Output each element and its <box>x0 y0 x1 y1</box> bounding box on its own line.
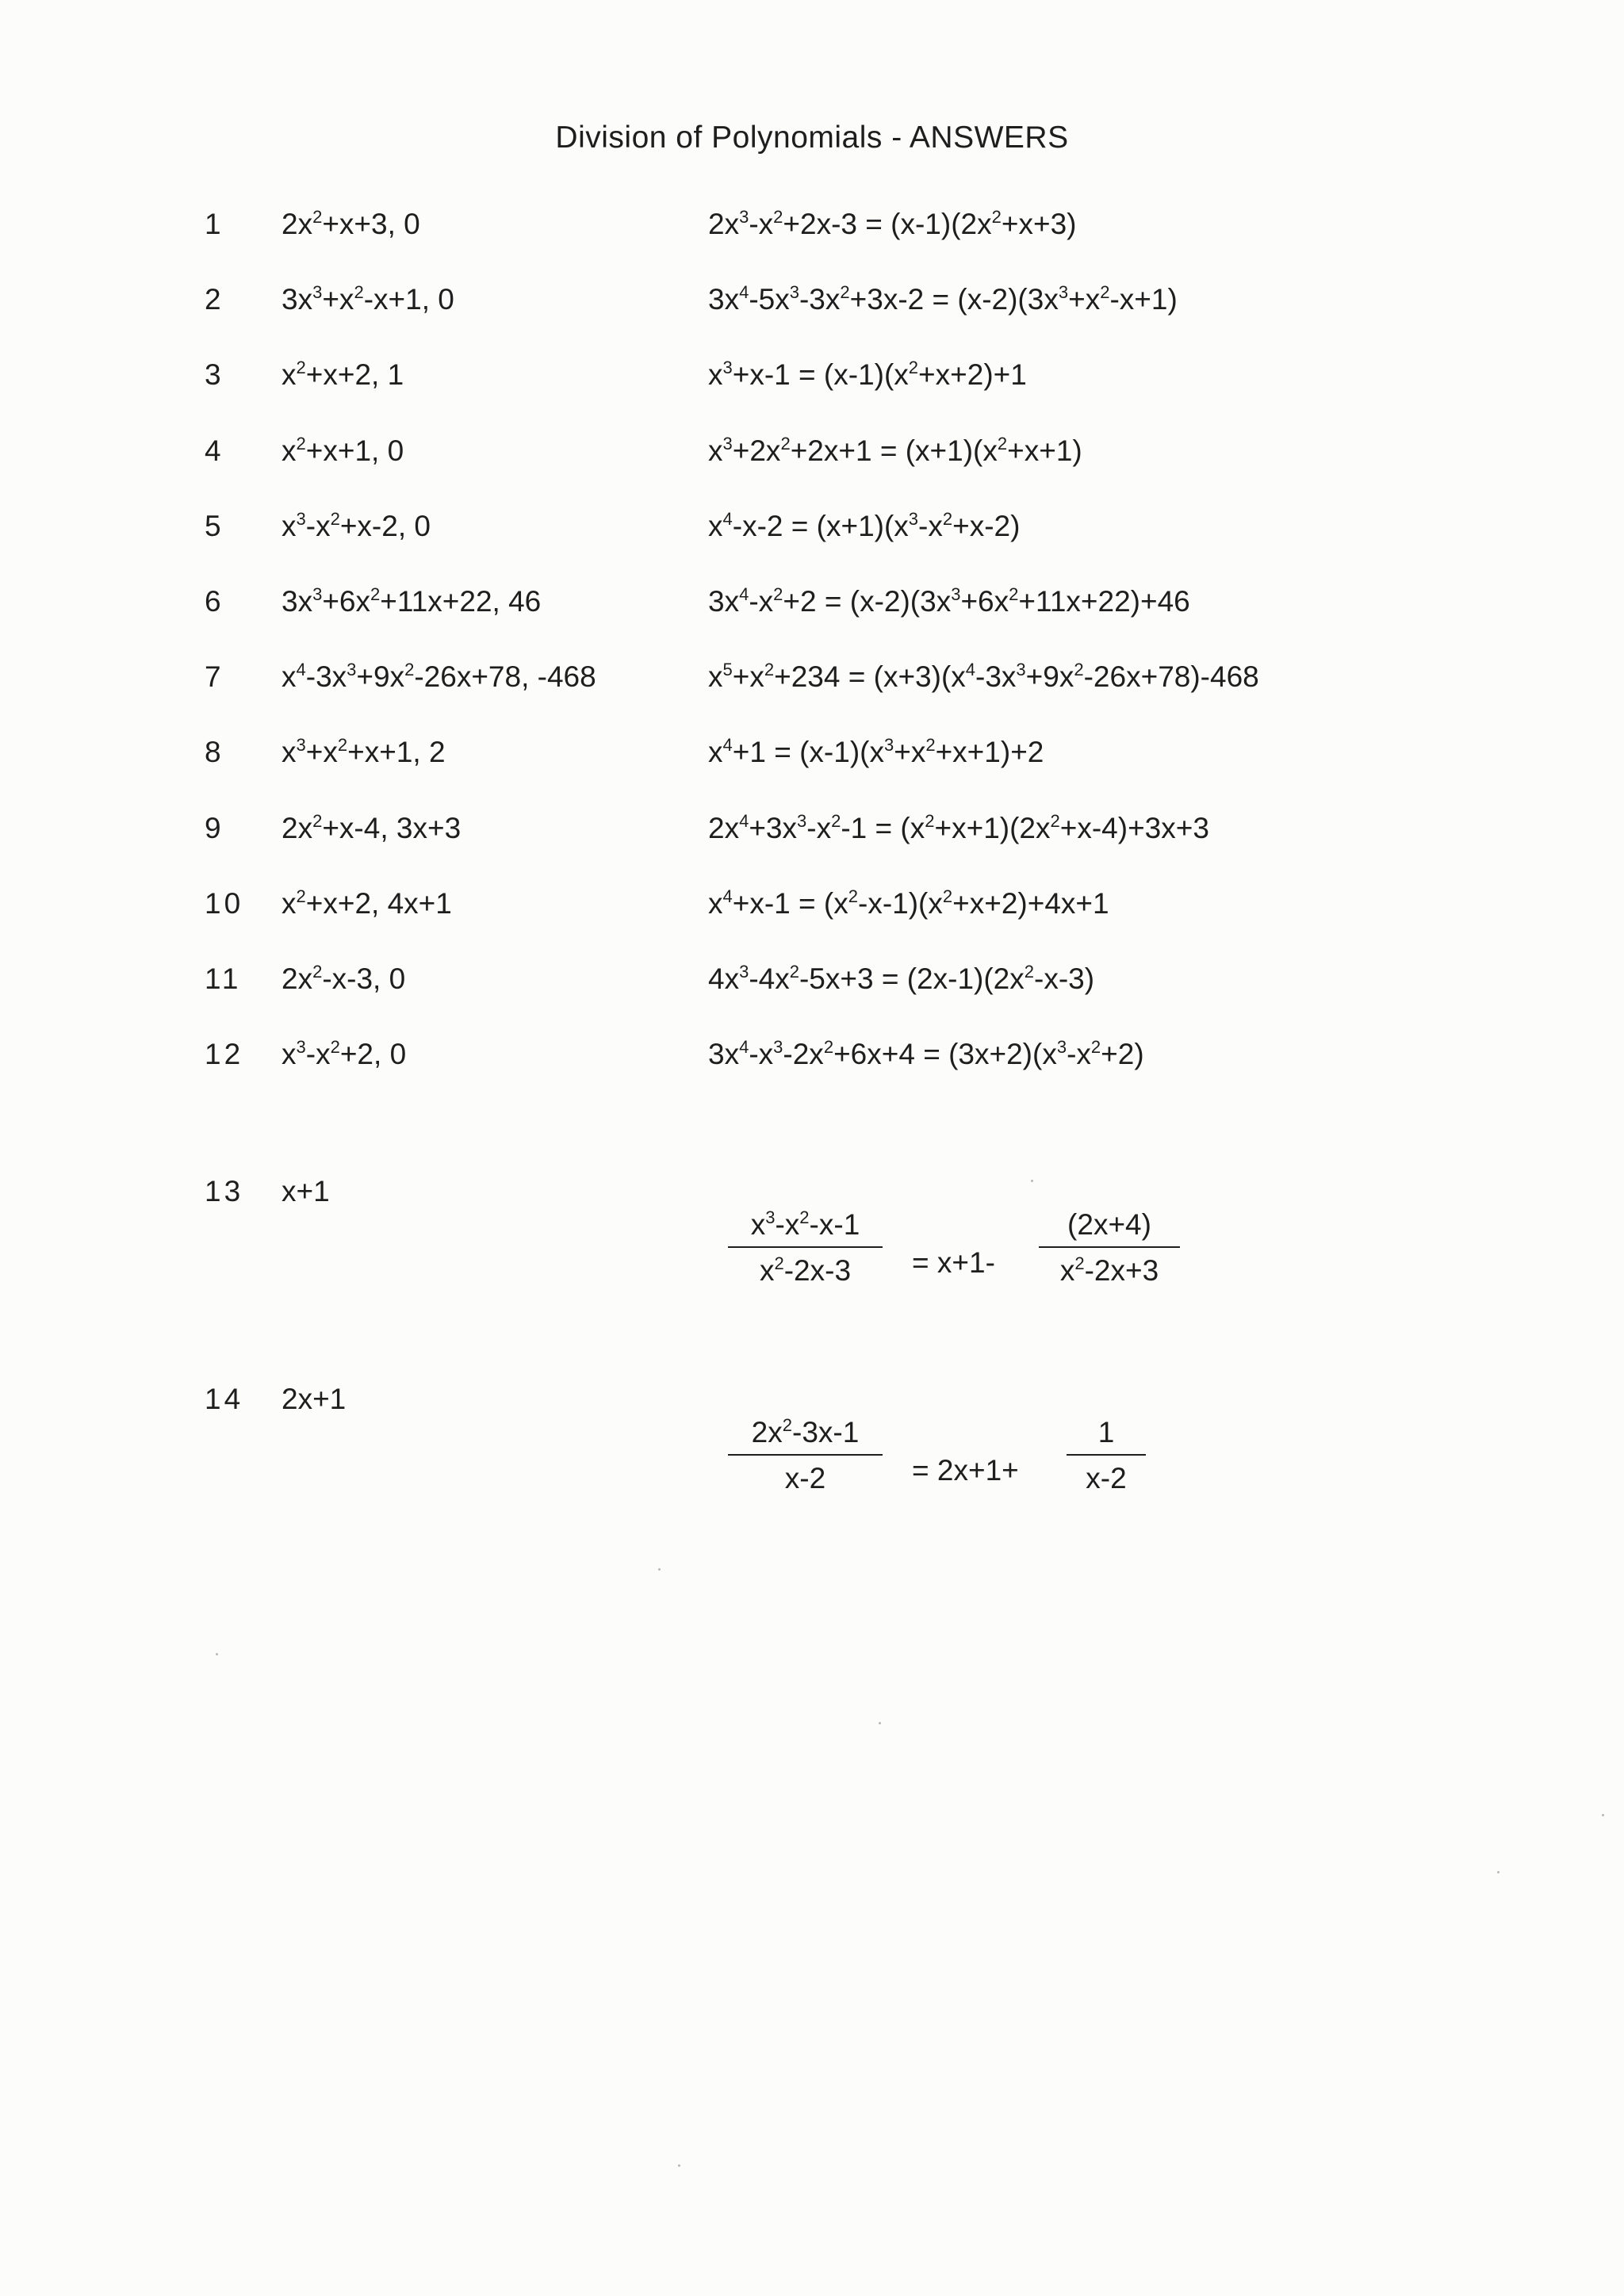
division-identity <box>708 660 1259 694</box>
numerator <box>1039 1208 1180 1242</box>
division-identity <box>708 1038 1144 1071</box>
expression-text: -x <box>775 1208 800 1241</box>
exponent: 3 <box>1016 660 1026 679</box>
expression-text: -3x <box>799 283 841 316</box>
expression-text: 3x <box>282 585 313 618</box>
remainder-fraction <box>1067 1416 1146 1495</box>
expression-text: +x-4)+3x+3 <box>1059 812 1209 844</box>
quotient: x+1 <box>282 1175 330 1207</box>
expression-text: x <box>708 510 723 542</box>
exponent: 2 <box>312 207 323 227</box>
division-identity <box>708 736 1044 769</box>
exponent: 3 <box>739 962 749 982</box>
expression-text: +2 = (x-2)(3x <box>783 585 952 618</box>
answer-row <box>0 585 1624 633</box>
scan-speck <box>658 1568 661 1571</box>
exponent: 3 <box>908 509 919 529</box>
scan-speck <box>1497 1871 1500 1873</box>
expression-text: x <box>708 434 723 467</box>
exponent: 2 <box>1100 282 1110 302</box>
expression-text: +2, 0 <box>339 1038 407 1070</box>
expression-text: +x+1, 2 <box>347 736 446 768</box>
numerator <box>1067 1416 1146 1449</box>
exponent: 3 <box>312 282 323 302</box>
division-identity <box>708 887 1109 920</box>
scan-speck <box>1602 1814 1604 1816</box>
denominator <box>1039 1254 1180 1288</box>
exponent: 5 <box>722 660 733 679</box>
expression-text: +11x+22, 46 <box>380 585 542 618</box>
expression-text: -5x <box>749 283 790 316</box>
expression-text: -x-1 <box>809 1208 860 1241</box>
exponent: 2 <box>840 282 850 302</box>
expression-text: x <box>282 358 297 391</box>
answer-row <box>0 962 1624 1010</box>
expression-text: (2x+4) <box>1067 1208 1151 1241</box>
expression-text: -26x+78, -468 <box>414 660 596 693</box>
expression-text: +2) <box>1101 1038 1144 1070</box>
expression-text: x <box>282 887 297 920</box>
expression-text: 4x <box>708 962 740 995</box>
exponent: 4 <box>296 660 306 679</box>
numerator <box>728 1416 883 1449</box>
exponent: 3 <box>773 1037 783 1057</box>
answer-row <box>0 812 1624 859</box>
question-number: 3 <box>205 358 224 391</box>
expression-text: +x <box>894 736 926 768</box>
exponent: 2 <box>312 962 323 982</box>
exponent: 2 <box>354 282 364 302</box>
expression-text: -x+1) <box>1109 283 1178 316</box>
exponent: 2 <box>997 434 1008 453</box>
expression-text: 2x <box>708 208 740 240</box>
division-identity <box>708 962 1094 996</box>
division-identity <box>708 510 1020 543</box>
expression-text: +x-2, 0 <box>339 510 431 542</box>
exponent: 3 <box>1058 282 1069 302</box>
expression-text: -3x-1 <box>792 1416 860 1448</box>
exponent: 3 <box>1056 1037 1067 1057</box>
quotient: 2x+1 <box>282 1383 347 1415</box>
expression-text: +x+2)+1 <box>918 358 1027 391</box>
expression-text: x <box>708 660 723 693</box>
expression-text: -x <box>749 208 774 240</box>
exponent: 4 <box>722 509 733 529</box>
expression-text: -x <box>806 812 832 844</box>
exponent: 2 <box>773 207 783 227</box>
expression-text: -x <box>305 1038 331 1070</box>
exponent: 2 <box>780 434 791 453</box>
exponent: 2 <box>774 1253 784 1273</box>
expression-text: +x+1)+2 <box>935 736 1044 768</box>
expression-text: -x-2 = (x+1)(x <box>732 510 909 542</box>
expression-text: +2x+1 = (x+1)(x <box>790 434 998 467</box>
expression-text: 2x <box>282 208 313 240</box>
expression-text: -5x+3 = (2x-1)(2x <box>799 962 1025 995</box>
expression-text: +x-4, 3x+3 <box>322 812 462 844</box>
fraction-bar <box>1039 1246 1180 1248</box>
expression-text: x <box>1059 1254 1075 1287</box>
expression-text: +x+3, 0 <box>322 208 420 240</box>
expression-text: 3x <box>708 283 740 316</box>
expression-text: x <box>282 510 297 542</box>
expression-text: -1 = (x <box>841 812 925 844</box>
expression-text: x <box>282 736 297 768</box>
expression-text: +x <box>732 660 764 693</box>
expression-text: -x-1)(x <box>858 887 943 920</box>
exponent: 4 <box>739 282 749 302</box>
question-number: 11 <box>205 962 242 995</box>
quotient-remainder <box>282 962 405 996</box>
expression-text: -2x-3 <box>783 1254 852 1287</box>
exponent: 3 <box>296 735 306 755</box>
exponent: 2 <box>1074 1253 1085 1273</box>
expression-text: x-2 <box>784 1462 826 1494</box>
exponent: 3 <box>312 584 323 604</box>
expression-text: 1 <box>1097 1416 1115 1448</box>
answer-row <box>0 358 1624 406</box>
exponent: 2 <box>370 584 381 604</box>
exponent: 2 <box>404 660 415 679</box>
equals-quotient: = 2x+1+ <box>912 1454 1019 1487</box>
exponent: 2 <box>296 358 306 377</box>
expression-text: +11x+22)+46 <box>1018 585 1190 618</box>
exponent: 2 <box>908 358 919 377</box>
exponent: 2 <box>789 962 799 982</box>
expression-text: x <box>282 1038 297 1070</box>
expression-text: 2x <box>282 962 313 995</box>
exponent: 4 <box>739 811 749 831</box>
exponent: 2 <box>1090 1037 1101 1057</box>
exponent: 3 <box>789 282 799 302</box>
answer-row <box>0 660 1624 708</box>
exponent: 2 <box>823 1037 834 1057</box>
expression-text: +x+2, 4x+1 <box>305 887 452 920</box>
exponent: 2 <box>1024 962 1035 982</box>
exponent: 3 <box>797 811 807 831</box>
expression-text: +x <box>305 736 338 768</box>
expression-text: +x+1, 0 <box>305 434 404 467</box>
exponent: 2 <box>942 509 953 529</box>
numerator <box>728 1208 883 1242</box>
expression-text: x <box>750 1208 766 1241</box>
expression-text: x <box>708 736 723 768</box>
lhs-fraction <box>728 1416 883 1495</box>
expression-text: -2x <box>783 1038 824 1070</box>
expression-text: 3x <box>708 585 740 618</box>
answer-row <box>0 283 1624 331</box>
exponent: 2 <box>925 735 936 755</box>
expression-text: +1 = (x-1)(x <box>732 736 884 768</box>
answer-row <box>0 208 1624 255</box>
scan-speck <box>1031 1180 1033 1182</box>
expression-text: -x-3, 0 <box>322 962 406 995</box>
lhs-fraction <box>728 1208 883 1288</box>
question-number: 13 <box>205 1175 244 1207</box>
expression-text: +2x-3 = (x-1)(2x <box>783 208 992 240</box>
question-number: 2 <box>205 283 224 316</box>
quotient-remainder <box>282 1038 406 1071</box>
fraction-bar <box>1067 1454 1146 1456</box>
exponent: 3 <box>883 735 894 755</box>
division-identity <box>708 283 1178 316</box>
question-number: 6 <box>205 585 224 618</box>
expression-text: x-2 <box>1086 1462 1127 1494</box>
exponent: 2 <box>942 886 953 906</box>
expression-text: +2x <box>732 434 781 467</box>
exponent: 4 <box>965 660 976 679</box>
exponent: 3 <box>722 434 733 453</box>
question-number: 1 <box>205 208 224 240</box>
denominator <box>728 1462 883 1495</box>
exponent: 3 <box>722 358 733 377</box>
expression-text: +x-2) <box>952 510 1021 542</box>
exponent: 3 <box>296 509 306 529</box>
quotient-remainder <box>282 887 452 920</box>
exponent: 2 <box>330 509 340 529</box>
exponent: 3 <box>765 1207 776 1227</box>
scan-speck <box>678 2164 680 2167</box>
expression-text: -x <box>749 585 774 618</box>
exponent: 4 <box>739 584 749 604</box>
scan-speck <box>216 1653 218 1655</box>
question-number: 14 <box>205 1383 244 1415</box>
question-number: 8 <box>205 736 224 768</box>
expression-text: x <box>708 358 723 391</box>
denominator <box>1067 1462 1146 1495</box>
quotient-remainder <box>282 358 404 392</box>
exponent: 2 <box>925 811 935 831</box>
expression-text: +x+2, 1 <box>305 358 404 391</box>
expression-text: 3x <box>282 283 313 316</box>
division-identity <box>708 585 1190 618</box>
expression-text: -x <box>749 1038 774 1070</box>
expression-text: +x <box>1068 283 1101 316</box>
exponent: 2 <box>1009 584 1019 604</box>
expression-text: x <box>759 1254 775 1287</box>
exponent: 4 <box>722 886 733 906</box>
expression-text: +9x <box>356 660 405 693</box>
expression-text: +x+1) <box>1007 434 1082 467</box>
exponent: 2 <box>296 886 306 906</box>
fraction-bar <box>728 1454 883 1456</box>
expression-text: -x <box>918 510 943 542</box>
expression-text: +9x <box>1025 660 1074 693</box>
exponent: 3 <box>296 1037 306 1057</box>
equals-quotient: = x+1- <box>912 1246 995 1279</box>
question-number: 12 <box>205 1038 244 1070</box>
exponent: 3 <box>347 660 357 679</box>
expression-text: +234 = (x+3)(x <box>774 660 966 693</box>
exponent: 2 <box>799 1207 810 1227</box>
expression-text: x <box>282 660 297 693</box>
expression-text: +6x <box>960 585 1009 618</box>
remainder-fraction <box>1039 1208 1180 1288</box>
expression-text: +3x <box>749 812 798 844</box>
expression-text: -x+1, 0 <box>363 283 454 316</box>
quotient-remainder <box>282 283 454 316</box>
exponent: 3 <box>951 584 961 604</box>
exponent: 2 <box>1050 811 1060 831</box>
answer-row <box>0 736 1624 783</box>
expression-text: -3x <box>975 660 1017 693</box>
denominator <box>728 1254 883 1288</box>
exponent: 2 <box>773 584 783 604</box>
question-number: 7 <box>205 660 224 693</box>
expression-text: +x-1 = (x-1)(x <box>732 358 909 391</box>
page-title: Division of Polynomials - ANSWERS <box>555 121 1069 155</box>
expression-text: -x-3) <box>1034 962 1095 995</box>
quotient-remainder <box>282 585 541 618</box>
division-identity <box>708 208 1076 241</box>
question-number: 4 <box>205 434 224 467</box>
expression-text: +x-1 = (x <box>732 887 848 920</box>
division-identity <box>708 812 1209 845</box>
quotient-remainder <box>282 510 431 543</box>
answer-row <box>0 887 1624 935</box>
expression-text: +x+2)+4x+1 <box>952 887 1109 920</box>
expression-text: +6x+4 = (3x+2)(x <box>833 1038 1057 1070</box>
exponent: 2 <box>782 1415 792 1435</box>
exponent: 2 <box>337 735 348 755</box>
expression-text: -x <box>305 510 331 542</box>
expression-text: -2x+3 <box>1084 1254 1159 1287</box>
expression-text: 3x <box>708 1038 740 1070</box>
question-number: 5 <box>205 510 224 542</box>
exponent: 2 <box>330 1037 340 1057</box>
answer-row <box>0 1038 1624 1085</box>
exponent: 2 <box>1074 660 1084 679</box>
expression-text: +x <box>322 283 354 316</box>
exponent: 2 <box>848 886 858 906</box>
expression-text: -26x+78)-468 <box>1083 660 1259 693</box>
exponent: 2 <box>831 811 841 831</box>
exponent: 4 <box>722 735 733 755</box>
expression-text: 2x <box>751 1416 783 1448</box>
expression-text: +6x <box>322 585 371 618</box>
question-number: 10 <box>205 887 244 920</box>
answer-row <box>0 510 1624 557</box>
answer-row <box>0 434 1624 482</box>
fraction-bar <box>728 1246 883 1248</box>
exponent: 2 <box>312 811 323 831</box>
exponent: 2 <box>296 434 306 453</box>
quotient-remainder <box>282 736 446 769</box>
expression-text: -x <box>1067 1038 1091 1070</box>
question-number: 9 <box>205 812 224 844</box>
expression-text: +x+1)(2x <box>934 812 1051 844</box>
expression-text: +3x-2 = (x-2)(3x <box>849 283 1059 316</box>
quotient-remainder <box>282 812 461 845</box>
expression-text: -3x <box>305 660 347 693</box>
expression-text: -4x <box>749 962 790 995</box>
quotient-remainder <box>282 208 420 241</box>
expression-text: 2x <box>708 812 740 844</box>
scan-speck <box>879 1722 881 1724</box>
division-identity <box>708 434 1082 468</box>
exponent: 4 <box>739 1037 749 1057</box>
expression-text: x <box>282 434 297 467</box>
quotient-remainder <box>282 434 404 468</box>
expression-text: +x+3) <box>1001 208 1077 240</box>
expression-text: 2x <box>282 812 313 844</box>
quotient-remainder <box>282 660 596 694</box>
exponent: 2 <box>764 660 775 679</box>
exponent: 2 <box>991 207 1002 227</box>
expression-text: x <box>708 887 723 920</box>
division-identity <box>708 358 1027 392</box>
exponent: 3 <box>739 207 749 227</box>
